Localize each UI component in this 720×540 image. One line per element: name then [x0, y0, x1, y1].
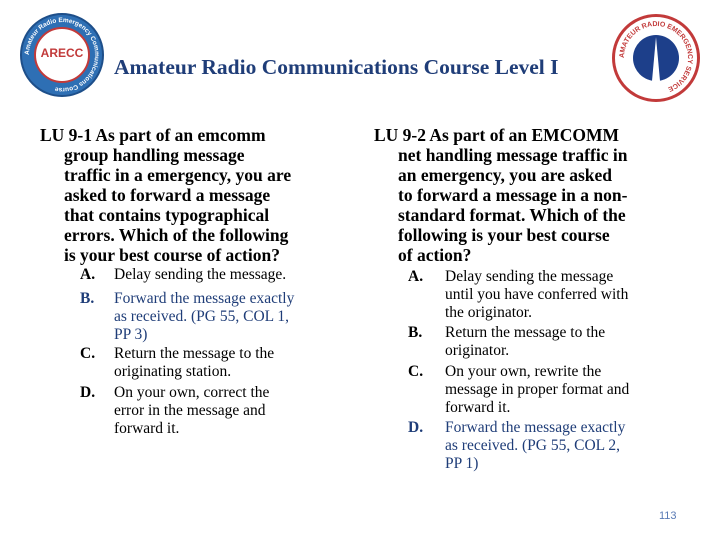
option-letter: D. [408, 419, 424, 436]
question-line: net handling message traffic in [398, 145, 628, 165]
question-line: to forward a message in a non- [398, 185, 628, 205]
question-lu-9-1 [40, 125, 360, 265]
option-letter: C. [80, 345, 96, 362]
question-line: traffic in a emergency, you are [64, 165, 292, 185]
question-first-line: LU 9-1 As part of an emcomm [40, 125, 266, 145]
q2-option-c [408, 363, 708, 417]
page-title: Amateur Radio Communications Course Level I [114, 55, 559, 79]
question-line: group handling message [64, 145, 245, 165]
question-line: standard format. Which of the [398, 205, 626, 225]
option-line: On your own, rewrite the [445, 363, 602, 380]
q1-option-d [80, 384, 370, 438]
question-line: errors. Which of the following [64, 225, 289, 245]
arecc-logo-icon [20, 13, 104, 97]
ares-ring-text: AMATEUR RADIO EMERGENCY SERVICE [618, 20, 694, 93]
question-line: of action? [398, 245, 472, 265]
option-letter: C. [408, 363, 424, 380]
option-letter: A. [80, 266, 96, 283]
question-line: following is your best course [398, 225, 610, 245]
option-line: Return the message to the [445, 324, 606, 341]
q2-option-a [408, 268, 708, 322]
option-letter: B. [408, 324, 423, 341]
option-line: forward it. [114, 420, 180, 437]
option-line: originating station. [114, 363, 232, 380]
q1-option-c [80, 345, 370, 381]
option-line: Forward the message exactly [445, 419, 626, 436]
arecc-ring-text: Amateur Radio Emergency Communications Course [23, 16, 101, 94]
option-line: until you have conferred with [445, 286, 629, 303]
option-line: On your own, correct the [114, 384, 270, 401]
q1-option-a [80, 266, 370, 284]
option-line: error in the message and [114, 402, 266, 419]
option-line: the originator. [445, 304, 532, 321]
option-letter: B. [80, 290, 95, 307]
option-line: PP 1) [445, 455, 479, 472]
antenna-tower-icon [652, 37, 660, 81]
option-line: as received. (PG 55, COL 1, [114, 308, 290, 325]
option-letter: A. [408, 268, 424, 285]
option-letter: D. [80, 384, 96, 401]
page-number: 113 [659, 510, 677, 522]
arecc-logo-center [34, 27, 90, 83]
question-lu-9-2 [374, 125, 694, 265]
q2-option-b [408, 324, 708, 360]
question-line: that contains typographical [64, 205, 270, 225]
option-line: message in proper format and [445, 381, 630, 398]
ares-logo-icon [612, 14, 700, 102]
question-line: an emergency, you are asked [398, 165, 613, 185]
q2-option-d [408, 419, 708, 473]
question-line: asked to forward a message [64, 185, 271, 205]
option-line: Delay sending the message [445, 268, 614, 285]
option-line: originator. [445, 342, 510, 359]
question-first-line: LU 9-2 As part of an EMCOMM [374, 125, 619, 145]
arecc-logo-text: ARECC [40, 46, 84, 60]
option-line: Forward the message exactly [114, 290, 295, 307]
q1-option-b [80, 290, 370, 344]
option-line: PP 3) [114, 326, 148, 343]
option-line: forward it. [445, 399, 511, 416]
option-line: Return the message to the [114, 345, 275, 362]
question-line: is your best course of action? [64, 245, 280, 265]
option-line: Delay sending the message. [114, 266, 287, 283]
option-line: as received. (PG 55, COL 2, [445, 437, 621, 454]
